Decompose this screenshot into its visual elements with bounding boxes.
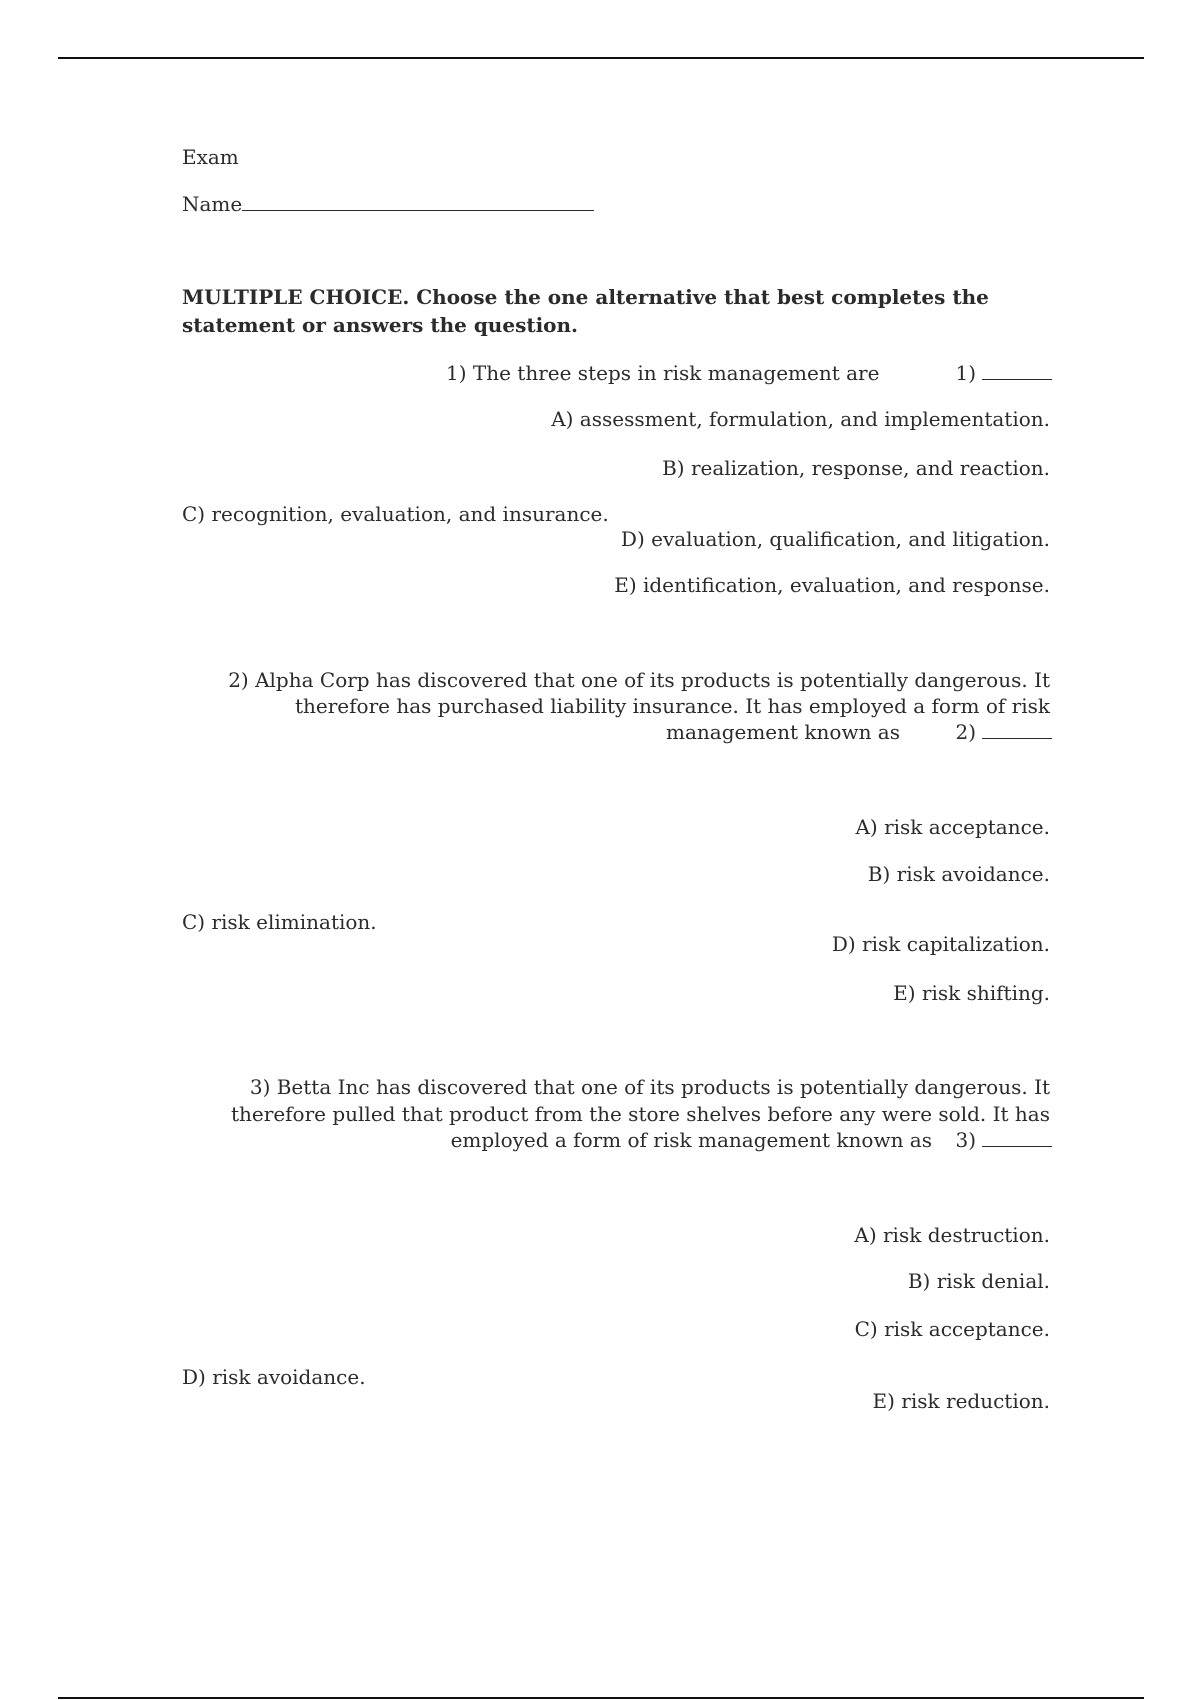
question-3-answer[interactable] [892, 1127, 1052, 1153]
question-2-option-c: C) risk elimination. [182, 910, 377, 934]
name-blank-line[interactable] [242, 190, 594, 211]
question-3-option-b: B) risk denial. [907, 1269, 1050, 1293]
question-3-option-d: D) risk avoidance. [182, 1365, 366, 1389]
bottom-rule [58, 1697, 1144, 1699]
instructions-line-1: MULTIPLE CHOICE. Choose the one alternative that best completes the [182, 285, 989, 309]
question-3-stem-line-3: employed a form of risk management known as [450, 1128, 932, 1152]
question-3-answer-blank[interactable] [982, 1127, 1052, 1147]
exam-label: Exam [182, 145, 239, 169]
question-3-option-e: E) risk reduction. [872, 1389, 1050, 1413]
question-2-stem-line-1: 2) Alpha Corp has discovered that one of its products is potentially dangerous. It [228, 668, 1050, 692]
question-2-option-a: A) risk acceptance. [855, 815, 1050, 839]
top-rule [58, 57, 1144, 59]
question-2-stem-line-3: management known as [666, 720, 900, 744]
name-label: Name [182, 192, 243, 216]
question-2-stem-line-2: therefore has purchased liability insurance. It has employed a form of risk [294, 694, 1050, 718]
question-1-stem: 1) The three steps in risk management are [446, 361, 880, 385]
question-2-answer-label: 2) [955, 720, 976, 744]
question-1-option-c: C) recognition, evaluation, and insurance. [182, 502, 609, 526]
question-3-option-c: C) risk acceptance. [854, 1317, 1050, 1341]
question-2-option-b: B) risk avoidance. [867, 862, 1050, 886]
question-1-answer-label: 1) [955, 361, 976, 385]
instructions-line-2: statement or answers the question. [182, 313, 579, 337]
question-1-answer-blank[interactable] [982, 360, 1052, 380]
question-1-option-b: B) realization, response, and reaction. [662, 456, 1050, 480]
question-1-option-d: D) evaluation, qualification, and litigation. [620, 527, 1050, 551]
question-3-stem-line-2: therefore pulled that product from the store shelves before any were sold. It has [231, 1102, 1050, 1126]
question-2-option-d: D) risk capitalization. [831, 932, 1050, 956]
question-2-answer-blank[interactable] [982, 719, 1052, 739]
question-1-option-a: A) assessment, formulation, and implementation. [551, 407, 1050, 431]
question-1-option-e: E) identification, evaluation, and response. [614, 573, 1050, 597]
question-2-answer[interactable] [892, 719, 1052, 745]
question-3-answer-label: 3) [955, 1128, 976, 1152]
question-1-answer[interactable] [892, 360, 1052, 386]
name-row [182, 190, 594, 217]
question-3-option-a: A) risk destruction. [854, 1223, 1050, 1247]
question-3-stem-line-1: 3) Betta Inc has discovered that one of its products is potentially dangerous. It [249, 1075, 1050, 1099]
question-2-option-e: E) risk shifting. [893, 981, 1050, 1005]
